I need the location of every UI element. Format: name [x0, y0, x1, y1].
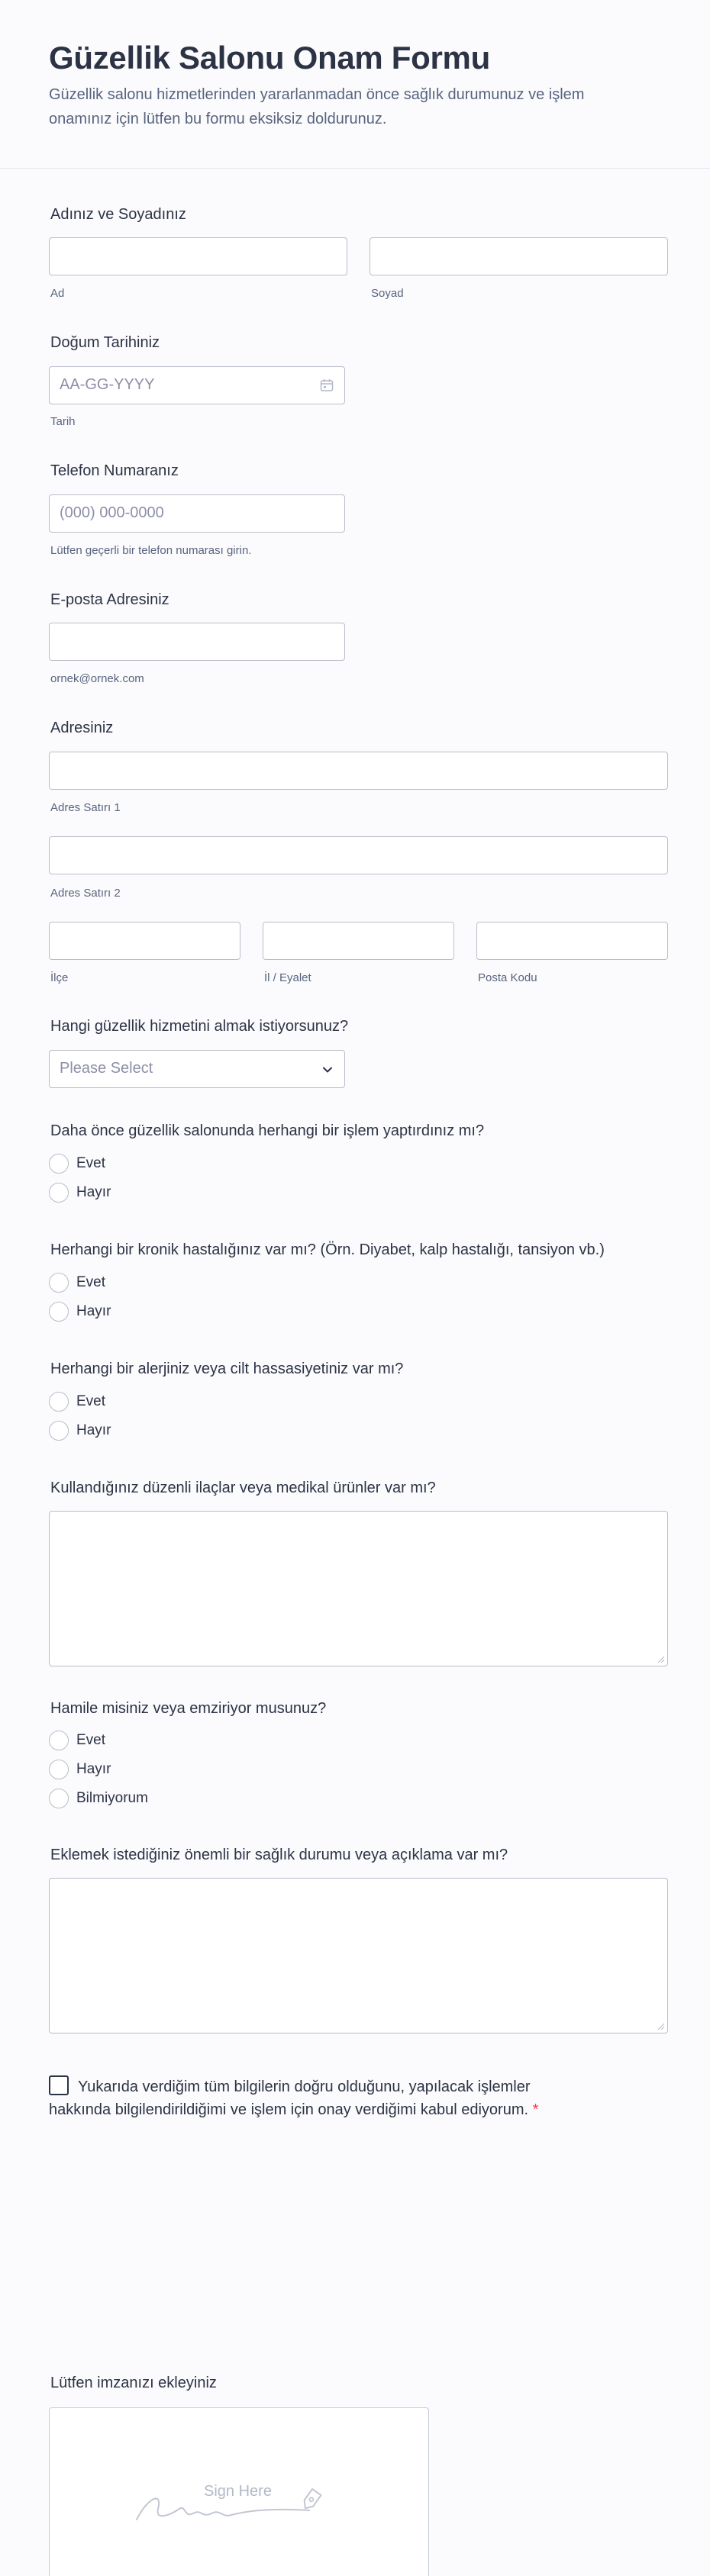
- radio-label: Hayır: [76, 1422, 111, 1438]
- radio-button[interactable]: [49, 1154, 69, 1174]
- radio-label: Evet: [76, 1155, 106, 1171]
- allergy-label: Herhangi bir alerjiniz veya cilt hassasiyetiniz var mı?: [50, 1360, 404, 1377]
- district-input[interactable]: [49, 922, 240, 960]
- phone-input[interactable]: [49, 494, 345, 533]
- name-label: Adınız ve Soyadınız: [50, 206, 186, 223]
- consent-statement: Yukarıda verdiğim tüm bilgilerin doğru olduğunu, yapılacak işlemler hakkında bilgilendirildiğimi ve işlem için onay verdiğimi kabul ediyorum.: [49, 2079, 531, 2118]
- phone-placeholder: (000) 000-0000: [60, 504, 164, 521]
- district-sublabel: İlçe: [50, 971, 69, 984]
- first-name-input[interactable]: [49, 237, 347, 275]
- radio-button[interactable]: [49, 1789, 69, 1808]
- email-label: E-posta Adresiniz: [50, 591, 169, 608]
- phone-sublabel: Lütfen geçerli bir telefon numarası girin.: [50, 544, 252, 557]
- last-name-input[interactable]: [370, 237, 668, 275]
- radio-button[interactable]: [49, 1273, 69, 1293]
- address-line2-input[interactable]: [49, 836, 668, 874]
- address-line1-sublabel: Adres Satırı 1: [50, 801, 121, 814]
- medications-label: Kullandığınız düzenli ilaçlar veya medikal ürünler var mı?: [50, 1480, 436, 1496]
- signature-pad[interactable]: [49, 2407, 429, 2576]
- resize-handle-icon[interactable]: [657, 2022, 664, 2030]
- address-line1-input[interactable]: [49, 752, 668, 790]
- province-input[interactable]: [263, 922, 454, 960]
- health-notes-label: Eklemek istediğiniz önemli bir sağlık durumu veya açıklama var mı?: [50, 1847, 508, 1863]
- email-sublabel: ornek@ornek.com: [50, 672, 144, 685]
- chronic-illness-label: Herhangi bir kronik hastalığınız var mı? (Örn. Diyabet, kalp hastalığı, tansiyon vb.): [50, 1241, 605, 1258]
- chevron-down-icon: [321, 1064, 334, 1076]
- radio-label: Hayır: [76, 1184, 111, 1200]
- medications-textarea[interactable]: [49, 1511, 668, 1666]
- consent-text: [49, 2075, 583, 2121]
- radio-button[interactable]: [49, 1302, 69, 1322]
- radio-label: Hayır: [76, 1761, 111, 1777]
- form-description: Güzellik salonu hizmetlerinden yararlanmadan önce sağlık durumunuz ve işlem onamınız için lütfen bu formu eksiksiz doldurunuz.: [49, 86, 585, 127]
- radio-label: Bilmiyorum: [76, 1790, 148, 1806]
- birth-date-label: Doğum Tarihiniz: [50, 334, 160, 351]
- form-header: [0, 0, 710, 169]
- phone-label: Telefon Numaranız: [50, 462, 179, 479]
- province-sublabel: İl / Eyalet: [264, 971, 311, 984]
- birth-date-sublabel: Tarih: [50, 415, 76, 428]
- radio-button[interactable]: [49, 1421, 69, 1441]
- form-title: Güzellik Salonu Onam Formu: [49, 40, 490, 76]
- postal-code-sublabel: Posta Kodu: [478, 971, 537, 984]
- radio-button[interactable]: [49, 1183, 69, 1203]
- service-select[interactable]: [49, 1050, 345, 1088]
- radio-label: Evet: [76, 1732, 106, 1748]
- radio-label: Evet: [76, 1393, 106, 1409]
- radio-button[interactable]: [49, 1760, 69, 1779]
- radio-label: Evet: [76, 1274, 106, 1290]
- last-name-sublabel: Soyad: [371, 287, 404, 300]
- postal-code-input[interactable]: [476, 922, 668, 960]
- consent-checkbox[interactable]: [49, 2075, 69, 2095]
- first-name-sublabel: Ad: [50, 287, 65, 300]
- service-label: Hangi güzellik hizmetini almak istiyorsunuz?: [50, 1018, 349, 1035]
- birth-date-placeholder: AA-GG-YYYY: [60, 376, 155, 393]
- radio-button[interactable]: [49, 1731, 69, 1750]
- pregnancy-label: Hamile misiniz veya emziriyor musunuz?: [50, 1700, 327, 1717]
- birth-date-input[interactable]: [49, 366, 345, 404]
- address-line2-sublabel: Adres Satırı 2: [50, 887, 121, 900]
- signature-label: Lütfen imzanızı ekleyiniz: [50, 2375, 217, 2391]
- required-mark: *: [532, 2101, 539, 2118]
- resize-handle-icon[interactable]: [657, 1655, 664, 1663]
- radio-label: Hayır: [76, 1303, 111, 1319]
- radio-button[interactable]: [49, 1392, 69, 1412]
- service-selected-value: Please Select: [60, 1060, 153, 1077]
- health-notes-textarea[interactable]: [49, 1878, 668, 2033]
- calendar-icon[interactable]: [320, 378, 334, 392]
- signature-hint: Sign Here: [204, 2483, 272, 2500]
- address-label: Adresiniz: [50, 720, 114, 736]
- email-input[interactable]: [49, 623, 345, 661]
- prior-treatment-label: Daha önce güzellik salonunda herhangi bir işlem yaptırdınız mı?: [50, 1122, 485, 1139]
